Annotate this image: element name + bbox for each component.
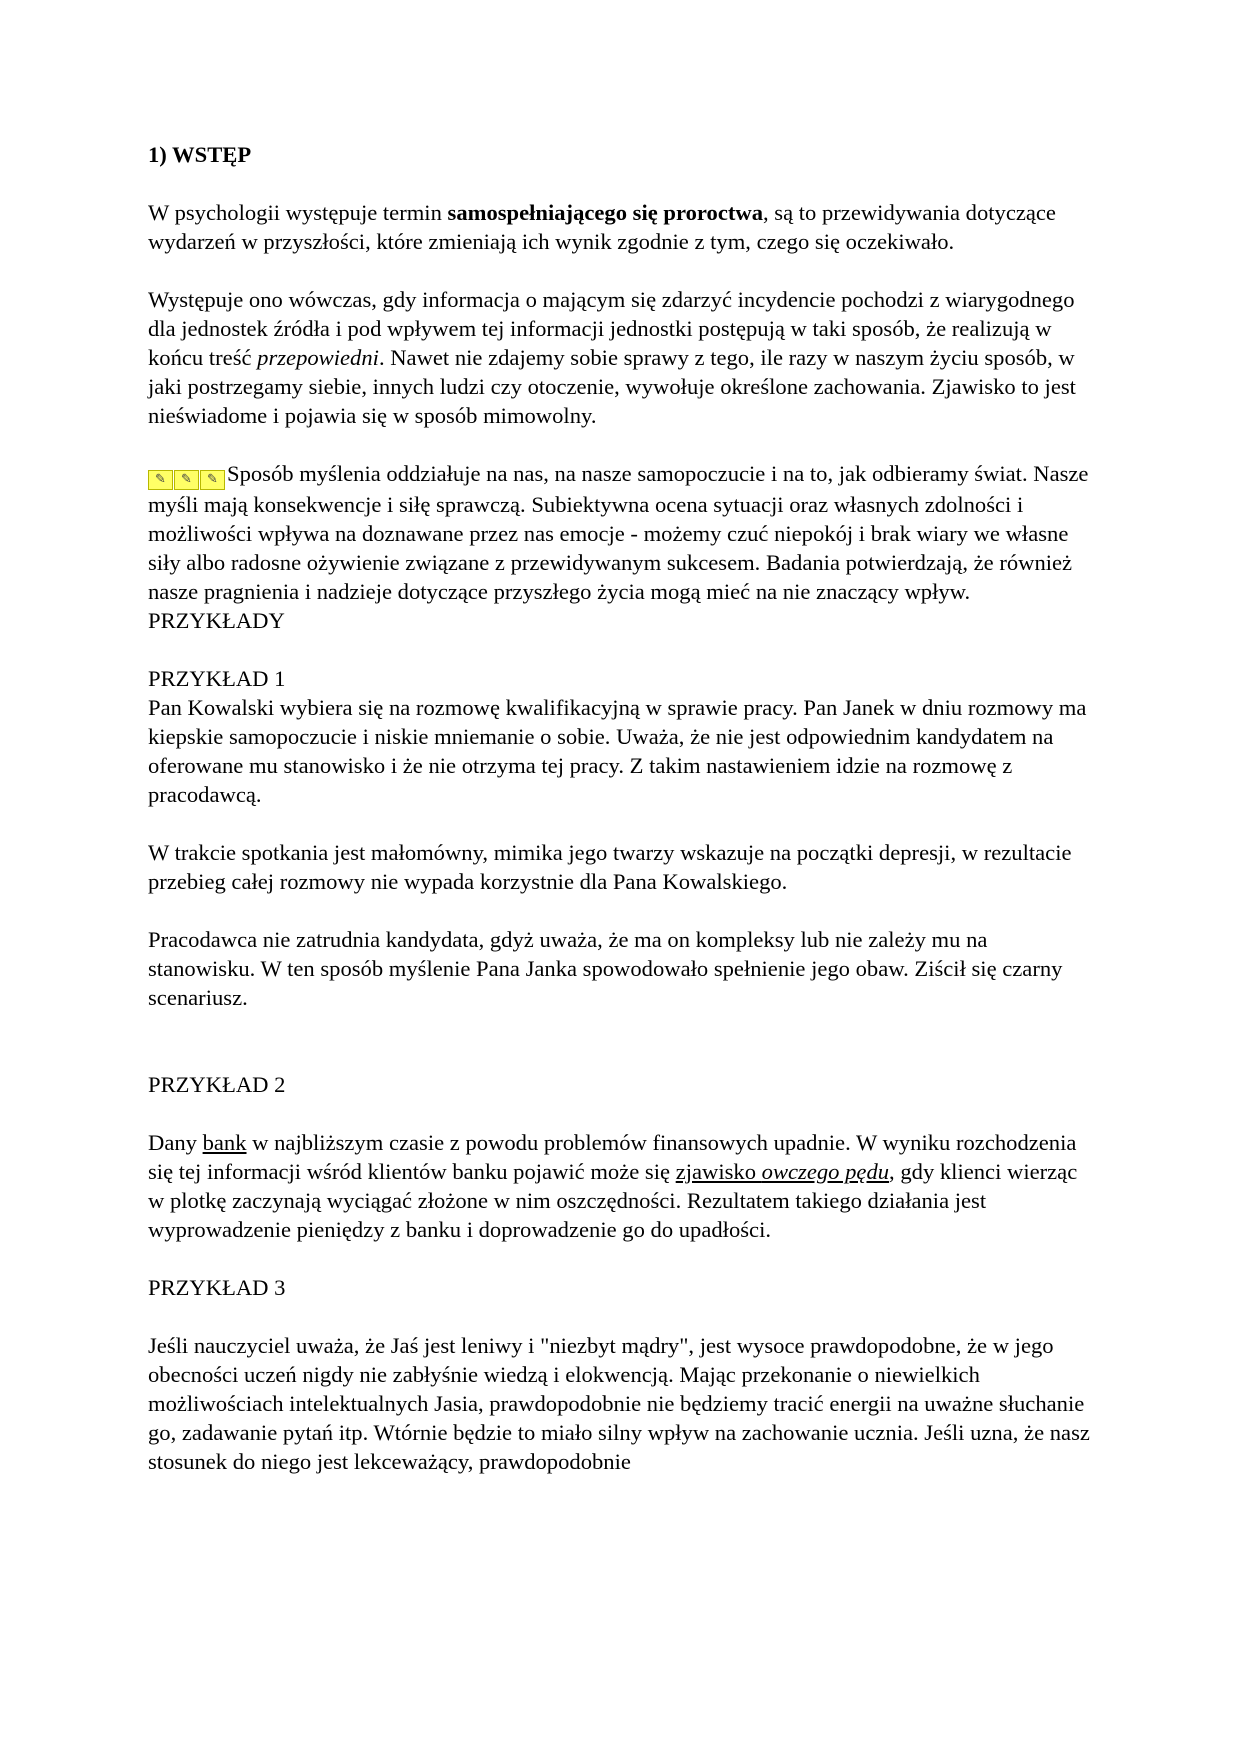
example-1-title: PRZYKŁAD 1 (148, 666, 286, 691)
document-page (148, 140, 1098, 1476)
link-owczy-ped[interactable] (676, 1159, 889, 1184)
text-run: Dany (148, 1130, 203, 1155)
link-bank[interactable]: bank (202, 1130, 247, 1155)
comment-icons[interactable] (148, 461, 226, 490)
text-run: Występuje ono wówczas, gdy informacja o mającym się zdarzyć incydencie pochodzi z wiarygodnego dla jednostek źródła i pod wpływem tej informacji jednostki postępują w taki sposób, że realizują w końcu treść (148, 287, 1075, 370)
example-3-title: PRZYKŁAD 3 (148, 1275, 286, 1300)
comment-icon[interactable]: ✎ (200, 470, 225, 490)
link-text-italic[interactable]: owczego pędu (761, 1159, 890, 1184)
text-run: W psychologii występuje termin (148, 200, 448, 225)
text-run: w najbliższym czasie z powodu problemów finansowych upadnie. W wyniku rozchodzenia się tej informacji wśród klientów banku pojawić może się (148, 1130, 1077, 1184)
example-1-paragraph-3: Pracodawca nie zatrudnia kandydata, gdyż uważa, że ma on kompleksy lub nie zależy mu na stanowisku. W ten sposób myślenie Pana Janka spowodowało spełnienie jego obaw. Ziścił się czarny scenariusz. (148, 927, 1063, 1010)
example-2-title: PRZYKŁAD 2 (148, 1072, 286, 1097)
comment-icon[interactable]: ✎ (174, 470, 199, 490)
paragraph-intro-2 (148, 285, 1098, 430)
italic-term: przepowiedni (257, 345, 379, 370)
text-run: , gdy klienci wierząc w plotkę zaczynają wyciągać złożone w nim oszczędności. Rezultatem takiego działania jest wyprowadzenie pieniędzy z banku i doprowadzenie go do upadłości. (148, 1159, 1078, 1242)
example-1-paragraph-1: Pan Kowalski wybiera się na rozmowę kwalifikacyjną w sprawie pracy. Pan Janek w dniu rozmowy ma kiepskie samopoczucie i niskie mniemanie o sobie. Uważa, że nie jest odpowiednim kandydatem na oferowane mu stanowisko i że nie otrzyma tej pracy. Z takim nastawieniem idzie na rozmowę z pracodawcą. (148, 695, 1087, 807)
section-heading-intro: 1) WSTĘP (148, 142, 252, 167)
paragraph-intro-1 (148, 198, 1098, 256)
comment-icon[interactable]: ✎ (148, 470, 173, 490)
examples-heading: PRZYKŁADY (148, 608, 285, 633)
text-run: Sposób myślenia oddziałuje na nas, na nasze samopoczucie i na to, jak odbieramy świat. Nasze myśli mają konsekwencje i siłę sprawczą. Subiektywna ocena sytuacji oraz własnych zdolności i możliwości wpływa na doznawane przez nas emocje - możemy czuć niepokój i brak wiary we własne siły albo radosne ożywienie związane z przewidywanym sukcesem. Badania potwierdzają, że również nasze pragnienia i nadzieje dotyczące przyszłego życia mogą mieć na nie znaczący wpływ. (148, 461, 1089, 604)
text-run: . Nawet nie zdajemy sobie sprawy z tego, ile razy w naszym życiu sposób, w jaki postrzegamy siebie, innych ludzi czy otoczenie, wywołuje określone zachowania. Zjawisko to jest nieświadome i pojawia się w sposób mimowolny. (148, 345, 1076, 428)
link-text[interactable]: zjawisko (675, 1159, 762, 1184)
example-3-paragraph-1: Jeśli nauczyciel uważa, że Jaś jest leniwy i "niezbyt mądry", jest wysoce prawdopodobne, że w jego obecności uczeń nigdy nie zabłyśnie wiedzą i elokwencją. Mając przekonanie o niewielkich możliwościach intelektualnych Jasia, prawdopodobnie nie będziemy tracić energii na uważne słuchanie go, zadawanie pytań itp. Wtórnie będzie to miało silny wpływ na zachowanie ucznia. Jeśli uzna, że nasz stosunek do niego jest lekceważący, prawdopodobnie (148, 1333, 1090, 1474)
example-2-paragraph (148, 1128, 1098, 1244)
paragraph-intro-3 (148, 459, 1098, 606)
text-run: , są to przewidywania dotyczące wydarzeń w przyszłości, które zmieniają ich wynik zgodnie z tym, czego się oczekiwało. (148, 200, 1056, 254)
bold-term: samospełniającego się proroctwa (447, 200, 763, 225)
example-1-paragraph-2: W trakcie spotkania jest małomówny, mimika jego twarzy wskazuje na początki depresji, w rezultacie przebieg całej rozmowy nie wypada korzystnie dla Pana Kowalskiego. (148, 840, 1072, 894)
